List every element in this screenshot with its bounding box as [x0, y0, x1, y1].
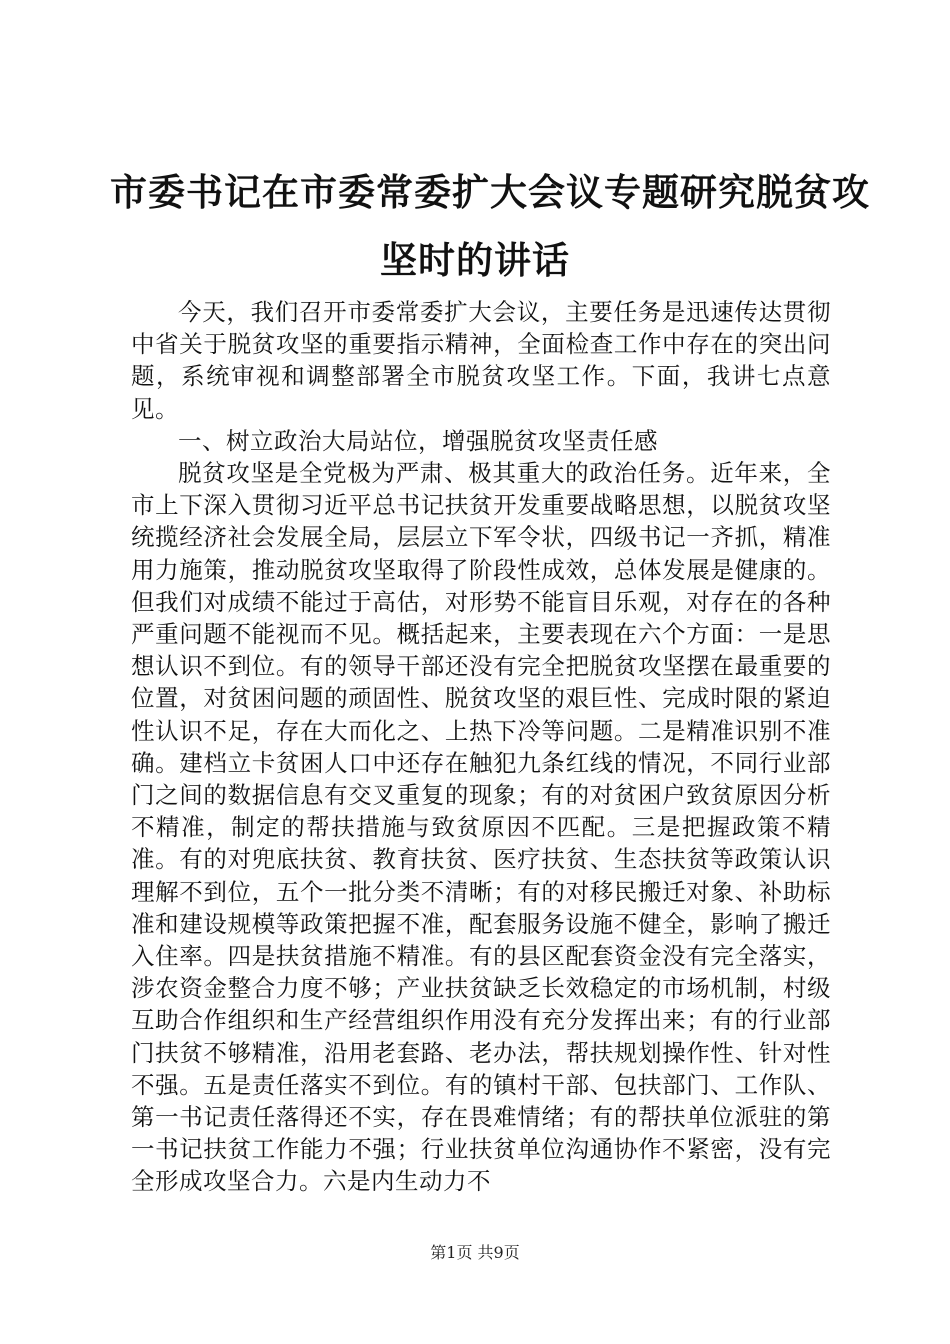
- document-body: [131, 296, 831, 1198]
- title-line-1: 市委书记在市委常委扩大会议专题研究脱贫攻: [110, 170, 870, 214]
- paragraph-section-1: 脱贫攻坚是全党极为严肃、极其重大的政治任务。近年来，全市上下深入贯彻习近平总书记扶贫开发重要战略思想，以脱贫攻坚统揽经济社会发展全局，层层立下军令状，四级书记一齐抓，精准用力施策，推动脱贫攻坚取得了阶段性成效，总体发展是健康的。但我们对成绩不能过于高估，对形势不能盲目乐观，对存在的各种严重问题不能视而不见。概括起来，主要表现在六个方面：一是思想认识不到位。有的领导干部还没有完全把脱贫攻坚摆在最重要的位置，对贫困问题的顽固性、脱贫攻坚的艰巨性、完成时限的紧迫性认识不足，存在大而化之、上热下冷等问题。二是精准识别不准确。建档立卡贫困人口中还存在触犯九条红线的情况，不同行业部门之间的数据信息有交叉重复的现象；有的对贫困户致贫原因分析不精准，制定的帮扶措施与致贫原因不匹配。三是把握政策不精准。有的对兜底扶贫、教育扶贫、医疗扶贫、生态扶贫等政策认识理解不到位，五个一批分类不清晰；有的对移民搬迁对象、补助标准和建设规模等政策把握不准，配套服务设施不健全，影响了搬迁入住率。四是扶贫措施不精准。有的县区配套资金没有完全落实，涉农资金整合力度不够；产业扶贫缺乏长效稳定的市场机制，村级互助合作组织和生产经营组织作用没有充分发挥出来；有的行业部门扶贫不够精准，沿用老套路、老办法，帮扶规划操作性、针对性不强。五是责任落实不到位。有的镇村干部、包扶部门、工作队、第一书记责任落得还不实，存在畏难情绪；有的帮扶单位派驻的第一书记扶贫工作能力不强；行业扶贫单位沟通协作不紧密，没有完全形成攻坚合力。六是内生动力不: [131, 459, 831, 1196]
- section-heading-1: 一、树立政治大局站位，增强脱贫攻坚责任感: [178, 426, 658, 455]
- document-title: [110, 158, 870, 294]
- page-footer: 第1页 共9页: [430, 1243, 520, 1262]
- title-line-2: 坚时的讲话: [380, 238, 570, 282]
- paragraph-intro: 今天，我们召开市委常委扩大会议，主要任务是迅速传达贯彻中省关于脱贫攻坚的重要指示精神，全面检查工作中存在的突出问题，系统审视和调整部署全市脱贫攻坚工作。下面，我讲七点意见。: [131, 298, 831, 423]
